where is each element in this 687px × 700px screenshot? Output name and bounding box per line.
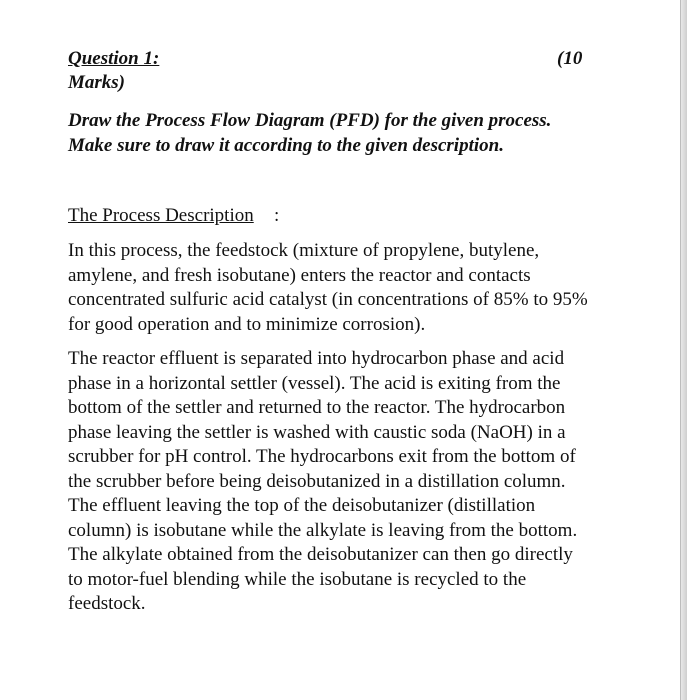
instruction-line: Draw the Process Flow Diagram (PFD) for the given process.: [68, 110, 552, 131]
paragraph-line: phase leaving the settler is washed with caustic soda (NaOH) in a: [68, 421, 566, 443]
section-heading-colon: :: [274, 205, 280, 226]
paragraph-line: scrubber for pH control. The hydrocarbons exit from the bottom of: [68, 446, 576, 467]
paragraph-line: to motor-fuel blending while the isobutane is recycled to the: [68, 568, 527, 590]
document-content: [68, 47, 642, 614]
paragraph-1: [68, 239, 642, 337]
paragraph-line: column) is isobutane while the alkylate is leaving from the bottom.: [68, 519, 578, 541]
paragraph-line: for good operation and to minimize corrosion).: [68, 313, 426, 335]
paragraph-line: The reactor effluent is separated into hydrocarbon phase and acid: [68, 348, 565, 369]
question-marks-close: Marks): [68, 72, 126, 93]
instruction-text: [68, 108, 642, 158]
paragraph-line: The effluent leaving the top of the deisobutanizer (distillation: [68, 495, 536, 516]
section-heading-text: The Process Description: [68, 205, 254, 226]
paragraph-line: The alkylate obtained from the deisobutanizer can then go directly: [68, 544, 573, 565]
paragraph-line: the scrubber before being deisobutanized in a distillation column.: [68, 470, 566, 492]
paragraph-line: concentrated sulfuric acid catalyst (in concentrations of 85% to 95%: [68, 289, 588, 310]
question-marks-open: (10: [557, 48, 583, 69]
question-header: [68, 47, 642, 97]
paragraph-2: [68, 347, 642, 617]
page-edge: [680, 0, 687, 700]
question-title: Question 1:: [68, 48, 160, 69]
paragraph-line: amylene, and fresh isobutane) enters the reactor and contacts: [68, 264, 531, 286]
instruction-line: Make sure to draw it according to the given description.: [68, 135, 504, 156]
paragraph-line: In this process, the feedstock (mixture of propylene, butylene,: [68, 240, 540, 261]
paragraph-line: feedstock.: [68, 593, 146, 614]
paragraph-line: phase in a horizontal settler (vessel). The acid is exiting from the: [68, 372, 561, 394]
paragraph-line: bottom of the settler and returned to the reactor. The hydrocarbon: [68, 397, 566, 418]
